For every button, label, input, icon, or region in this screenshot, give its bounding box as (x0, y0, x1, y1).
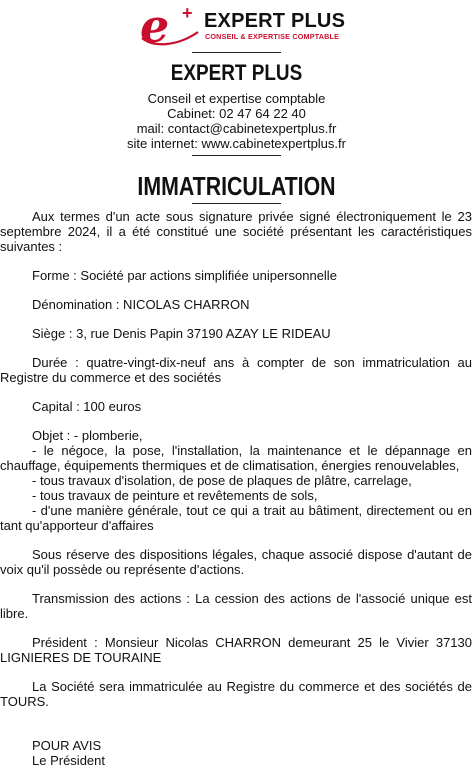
notice-body (0, 209, 472, 768)
notice-forme: Forme : Société par actions simplifiée unipersonnelle (32, 268, 337, 283)
notice-siege: Siège : 3, rue Denis Papin 37190 AZAY LE RIDEAU (32, 326, 331, 341)
notice-president: Président : Monsieur Nicolas CHARRON demeurant 25 le Vivier 37130 LIGNIERES DE TOURAINE (0, 635, 472, 665)
notice-closing-avis: POUR AVIS (32, 738, 102, 753)
notice-title: IMMATRICULATION (137, 171, 336, 201)
org-name: EXPERT PLUS (170, 60, 303, 85)
divider-middle (192, 155, 281, 156)
notice-registre: La Société sera immatriculée au Registre du commerce et des sociétés de TOURS. (0, 679, 472, 709)
notice-objet-line: - le négoce, la pose, l'installation, la maintenance et le dépannage en chauffage, équipements thermiques et de climatisation, énergies renouvelables, (0, 443, 472, 473)
notice-duree: Durée : quatre-vingt-dix-neuf ans à compter de son immatriculation au Registre du commerce et des sociétés (0, 355, 472, 385)
e-plus-logo-icon (138, 2, 202, 48)
org-mail: mail: contact@cabinetexpertplus.fr (136, 121, 337, 136)
expert-plus-logo (138, 2, 346, 50)
notice-closing-signature: Le Président (32, 753, 105, 768)
divider-top (192, 52, 281, 53)
notice-denomination: Dénomination : NICOLAS CHARRON (32, 297, 250, 312)
notice-objet-line: - tous travaux d'isolation, de pose de plaques de plâtre, carrelage, (32, 473, 412, 488)
logo-tagline: CONSEIL & EXPERTISE COMPTABLE (205, 32, 340, 41)
logo-name: EXPERT PLUS (204, 10, 346, 32)
org-phone: Cabinet: 02 47 64 22 40 (167, 106, 306, 121)
notice-reserve: Sous réserve des dispositions légales, chaque associé dispose d'autant de voix qu'il possède ou représente d'actions. (0, 547, 472, 577)
notice-objet-line: Objet : - plomberie, (32, 428, 143, 443)
divider-title (192, 203, 281, 204)
notice-objet-line: - tous travaux de peinture et revêtements de sols, (32, 488, 318, 503)
notice-capital: Capital : 100 euros (32, 399, 142, 414)
logo-mark-plus: + (182, 3, 193, 23)
org-subtitle: Conseil et expertise comptable (147, 91, 326, 106)
notice-intro: Aux termes d'un acte sous signature privée signé électroniquement le 23 septembre 2024, il a été constitué une société présentant les caractéristiques suivantes : (0, 209, 472, 254)
notice-objet-line: - d'une manière générale, tout ce qui a trait au bâtiment, directement ou en tant qu'apporteur d'affaires (0, 503, 472, 533)
org-website: site internet: www.cabinetexpertplus.fr (127, 136, 346, 151)
logo-mark-letter: e (140, 2, 170, 48)
notice-transmission: Transmission des actions : La cession des actions de l'associé unique est libre. (0, 591, 472, 621)
